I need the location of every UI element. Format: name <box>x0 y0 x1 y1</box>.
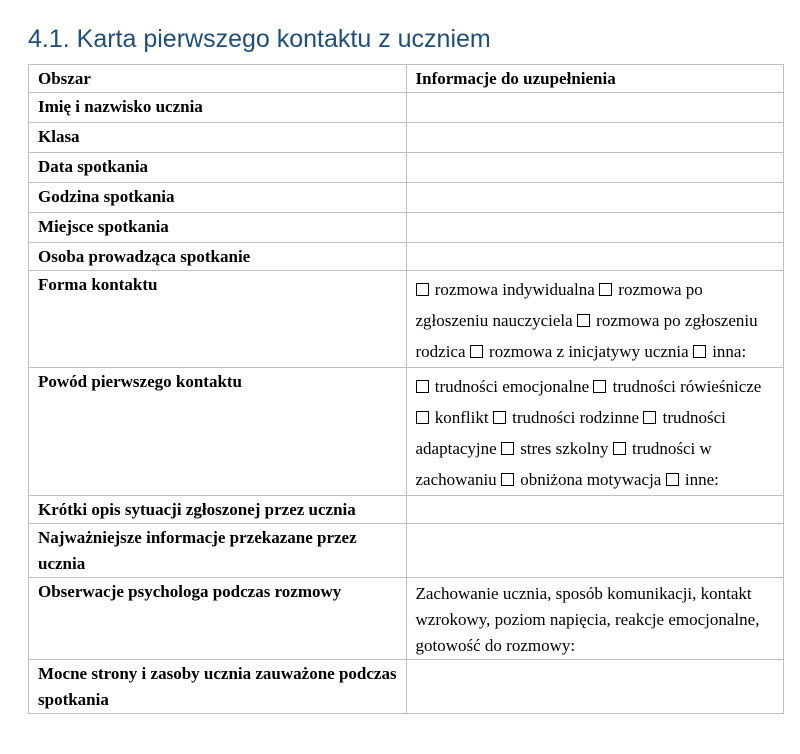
checkbox-icon[interactable] <box>470 345 483 358</box>
checkbox-icon[interactable] <box>593 380 606 393</box>
option-item: stres szkolny <box>501 439 609 458</box>
table-row <box>29 183 784 213</box>
checkbox-icon[interactable] <box>501 442 514 455</box>
table-row <box>29 660 784 714</box>
checkbox-icon[interactable] <box>416 411 429 424</box>
contact-form-options <box>406 271 784 368</box>
table-row <box>29 153 784 183</box>
option-item: rozmowa z inicjatywy ucznia <box>470 342 689 361</box>
option-item: rozmowa po zgłoszeniu rodzica <box>415 311 758 361</box>
option-item: inne: <box>666 470 719 489</box>
field-situation[interactable] <box>406 496 784 524</box>
checkbox-icon[interactable] <box>416 283 429 296</box>
row-label-time: Godzina spotkania <box>29 183 407 213</box>
field-name[interactable] <box>406 93 784 123</box>
row-label-class: Klasa <box>29 123 407 153</box>
reason-options <box>406 368 784 496</box>
field-strengths[interactable] <box>406 660 784 714</box>
field-date[interactable] <box>406 153 784 183</box>
option-item: trudności rówieśnicze <box>593 377 761 396</box>
option-item: trudności w zachowaniu <box>415 439 712 489</box>
option-item: trudności emocjonalne <box>416 377 590 396</box>
option-item: konflikt <box>416 408 489 427</box>
page-title: 4.1. Karta pierwszego kontaktu z uczniem <box>28 25 491 53</box>
table-row <box>29 578 784 660</box>
table-row <box>29 213 784 243</box>
field-class[interactable] <box>406 123 784 153</box>
row-label-place: Miejsce spotkania <box>29 213 407 243</box>
checkbox-icon[interactable] <box>416 380 429 393</box>
table-row <box>29 368 784 496</box>
row-label-leader: Osoba prowadząca spotkanie <box>29 243 407 271</box>
field-observations[interactable]: Zachowanie ucznia, sposób komunikacji, kontakt wzrokowy, poziom napięcia, reakcje emocjonalne, gotowość do rozmowy: <box>406 578 784 660</box>
table-row <box>29 496 784 524</box>
checkbox-icon[interactable] <box>501 473 514 486</box>
checkbox-icon[interactable] <box>613 442 626 455</box>
header-area: Obszar <box>29 65 407 93</box>
row-label-contact-form: Forma kontaktu <box>29 271 407 368</box>
checkbox-icon[interactable] <box>493 411 506 424</box>
table-row <box>29 93 784 123</box>
option-item: inna: <box>693 342 746 361</box>
table-row <box>29 123 784 153</box>
checkbox-icon[interactable] <box>666 473 679 486</box>
option-item: rozmowa po zgłoszeniu nauczyciela <box>415 280 703 330</box>
checkbox-icon[interactable] <box>599 283 612 296</box>
checkbox-icon[interactable] <box>577 314 590 327</box>
field-place[interactable] <box>406 213 784 243</box>
row-label-date: Data spotkania <box>29 153 407 183</box>
row-label-key-info: Najważniejsze informacje przekazane przez ucznia <box>29 524 407 578</box>
option-item: trudności rodzinne <box>493 408 639 427</box>
table-row <box>29 271 784 368</box>
table-row <box>29 524 784 578</box>
row-label-reason: Powód pierwszego kontaktu <box>29 368 407 496</box>
row-label-situation: Krótki opis sytuacji zgłoszonej przez ucznia <box>29 496 407 524</box>
checkbox-icon[interactable] <box>693 345 706 358</box>
field-time[interactable] <box>406 183 784 213</box>
header-info: Informacje do uzupełnienia <box>406 65 784 93</box>
table-row <box>29 243 784 271</box>
row-label-strengths: Mocne strony i zasoby ucznia zauważone podczas spotkania <box>29 660 407 714</box>
option-item: obniżona motywacja <box>501 470 661 489</box>
option-item: rozmowa indywidualna <box>416 280 595 299</box>
checkbox-icon[interactable] <box>643 411 656 424</box>
contact-form-table <box>28 64 784 714</box>
table-header-row <box>29 65 784 93</box>
option-item: trudności adaptacyjne <box>415 408 726 458</box>
row-label-name: Imię i nazwisko ucznia <box>29 93 407 123</box>
field-key-info[interactable] <box>406 524 784 578</box>
row-label-observations: Obserwacje psychologa podczas rozmowy <box>29 578 407 660</box>
field-leader[interactable] <box>406 243 784 271</box>
